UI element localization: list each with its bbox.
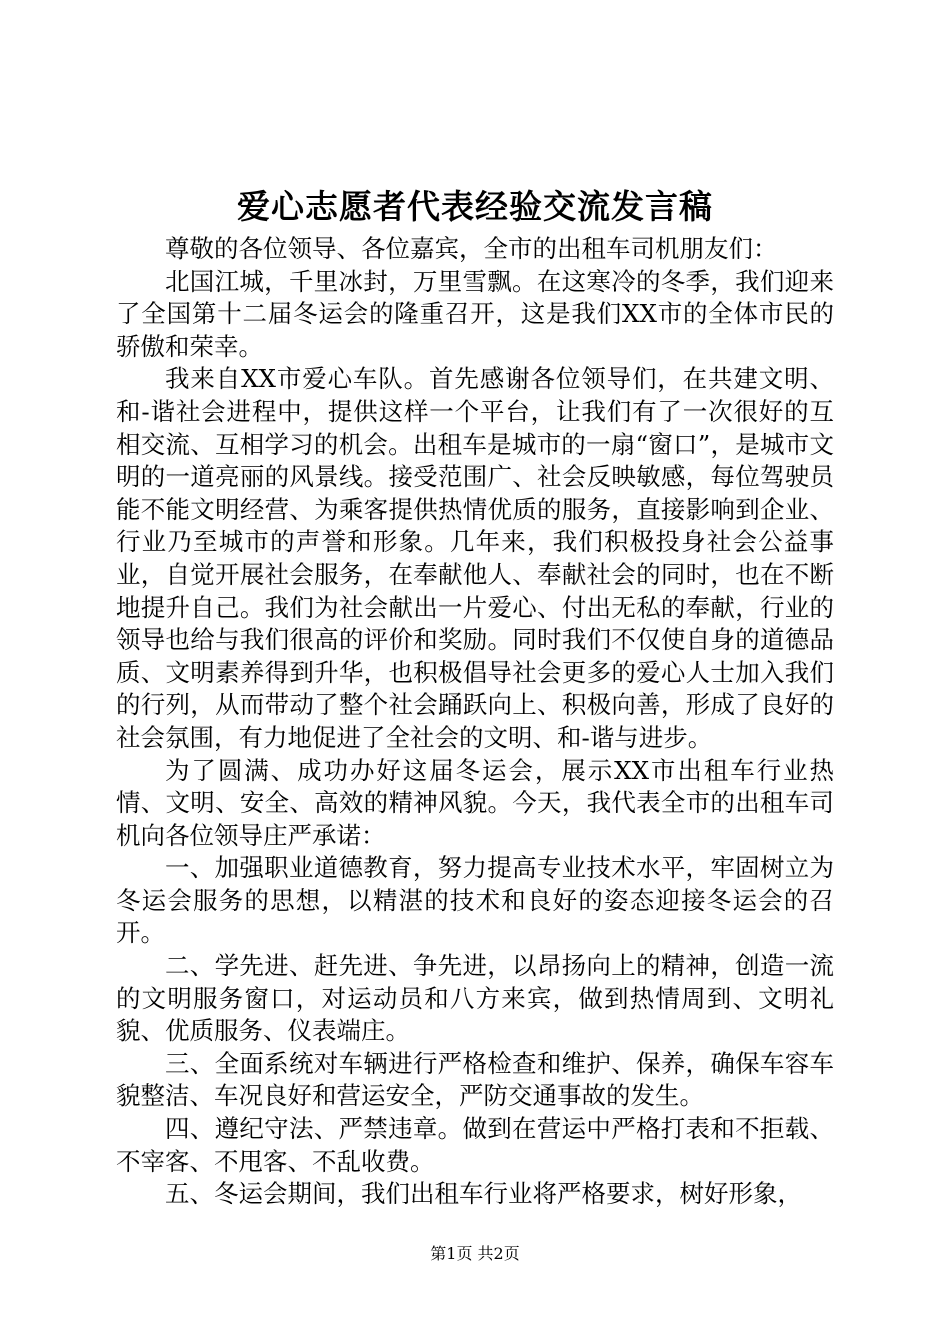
document-title: 爱心志愿者代表经验交流发言稿 <box>237 187 713 226</box>
paragraph-introduction: 我来自XX市爱心车队。首先感谢各位领导们，在共建文明、和-谐社会进程中，提供这样一个平台，让我们有了一次很好的互相交流、互相学习的机会。出租车是城市的一扇“窗口”，是城市文明的一道亮丽的风景线。接受范围广、社会反映敏感，每位驾驶员能不能文明经营、为乘客提供热情优质的服务，直接影响到企业、行业乃至城市的声誉和形象。几年来，我们积极投身社会公益事业，自觉开展社会服务，在奉献他人、奉献社会的同时，也在不断地提升自己。我们为社会献出一片爱心、付出无私的奉献，行业的领导也给与我们很高的评价和奖励。同时我们不仅使自身的道德品质、文明素养得到升华，也积极倡导社会更多的爱心人士加入我们的行列，从而带动了整个社会踊跃向上、积极向善，形成了良好的社会氛围，有力地促进了全社会的文明、和-谐与进步。 <box>116 364 834 752</box>
paragraph-pledge-intro: 为了圆满、成功办好这届冬运会，展示XX市出租车行业热情、文明、安全、高效的精神风貌。今天，我代表全市的出租车司机向各位领导庄严承诺： <box>116 755 834 850</box>
paragraph-pledge-3: 三、全面系统对车辆进行严格检查和维护、保养，确保车容车貌整洁、车况良好和营运安全，严防交通事故的发生。 <box>116 1048 834 1111</box>
paragraph-pledge-2: 二、学先进、赶先进、争先进，以昂扬向上的精神，创造一流的文明服务窗口，对运动员和八方来宾，做到热情周到、文明礼貌、优质服务、仪表端庄。 <box>116 951 834 1046</box>
paragraph-pledge-5: 五、冬运会期间，我们出租车行业将严格要求，树好形象， <box>165 1179 802 1209</box>
paragraph-opening: 北国江城，千里冰封，万里雪飘。在这寒冷的冬季，我们迎来了全国第十二届冬运会的隆重召开，这是我们XX市的全体市民的骄傲和荣幸。 <box>116 266 834 361</box>
document-body <box>116 233 834 1211</box>
paragraph-salutation: 尊敬的各位领导、各位嘉宾，全市的出租车司机朋友们： <box>165 234 778 263</box>
page-number-footer: 第1页 共2页 <box>430 1244 520 1263</box>
paragraph-pledge-1: 一、加强职业道德教育，努力提高专业技术水平，牢固树立为冬运会服务的思想，以精湛的技术和良好的姿态迎接冬运会的召开。 <box>116 853 834 948</box>
paragraph-pledge-4: 四、遵纪守法、严禁违章。做到在营运中严格打表和不拒载、不宰客、不甩客、不乱收费。 <box>116 1114 834 1176</box>
